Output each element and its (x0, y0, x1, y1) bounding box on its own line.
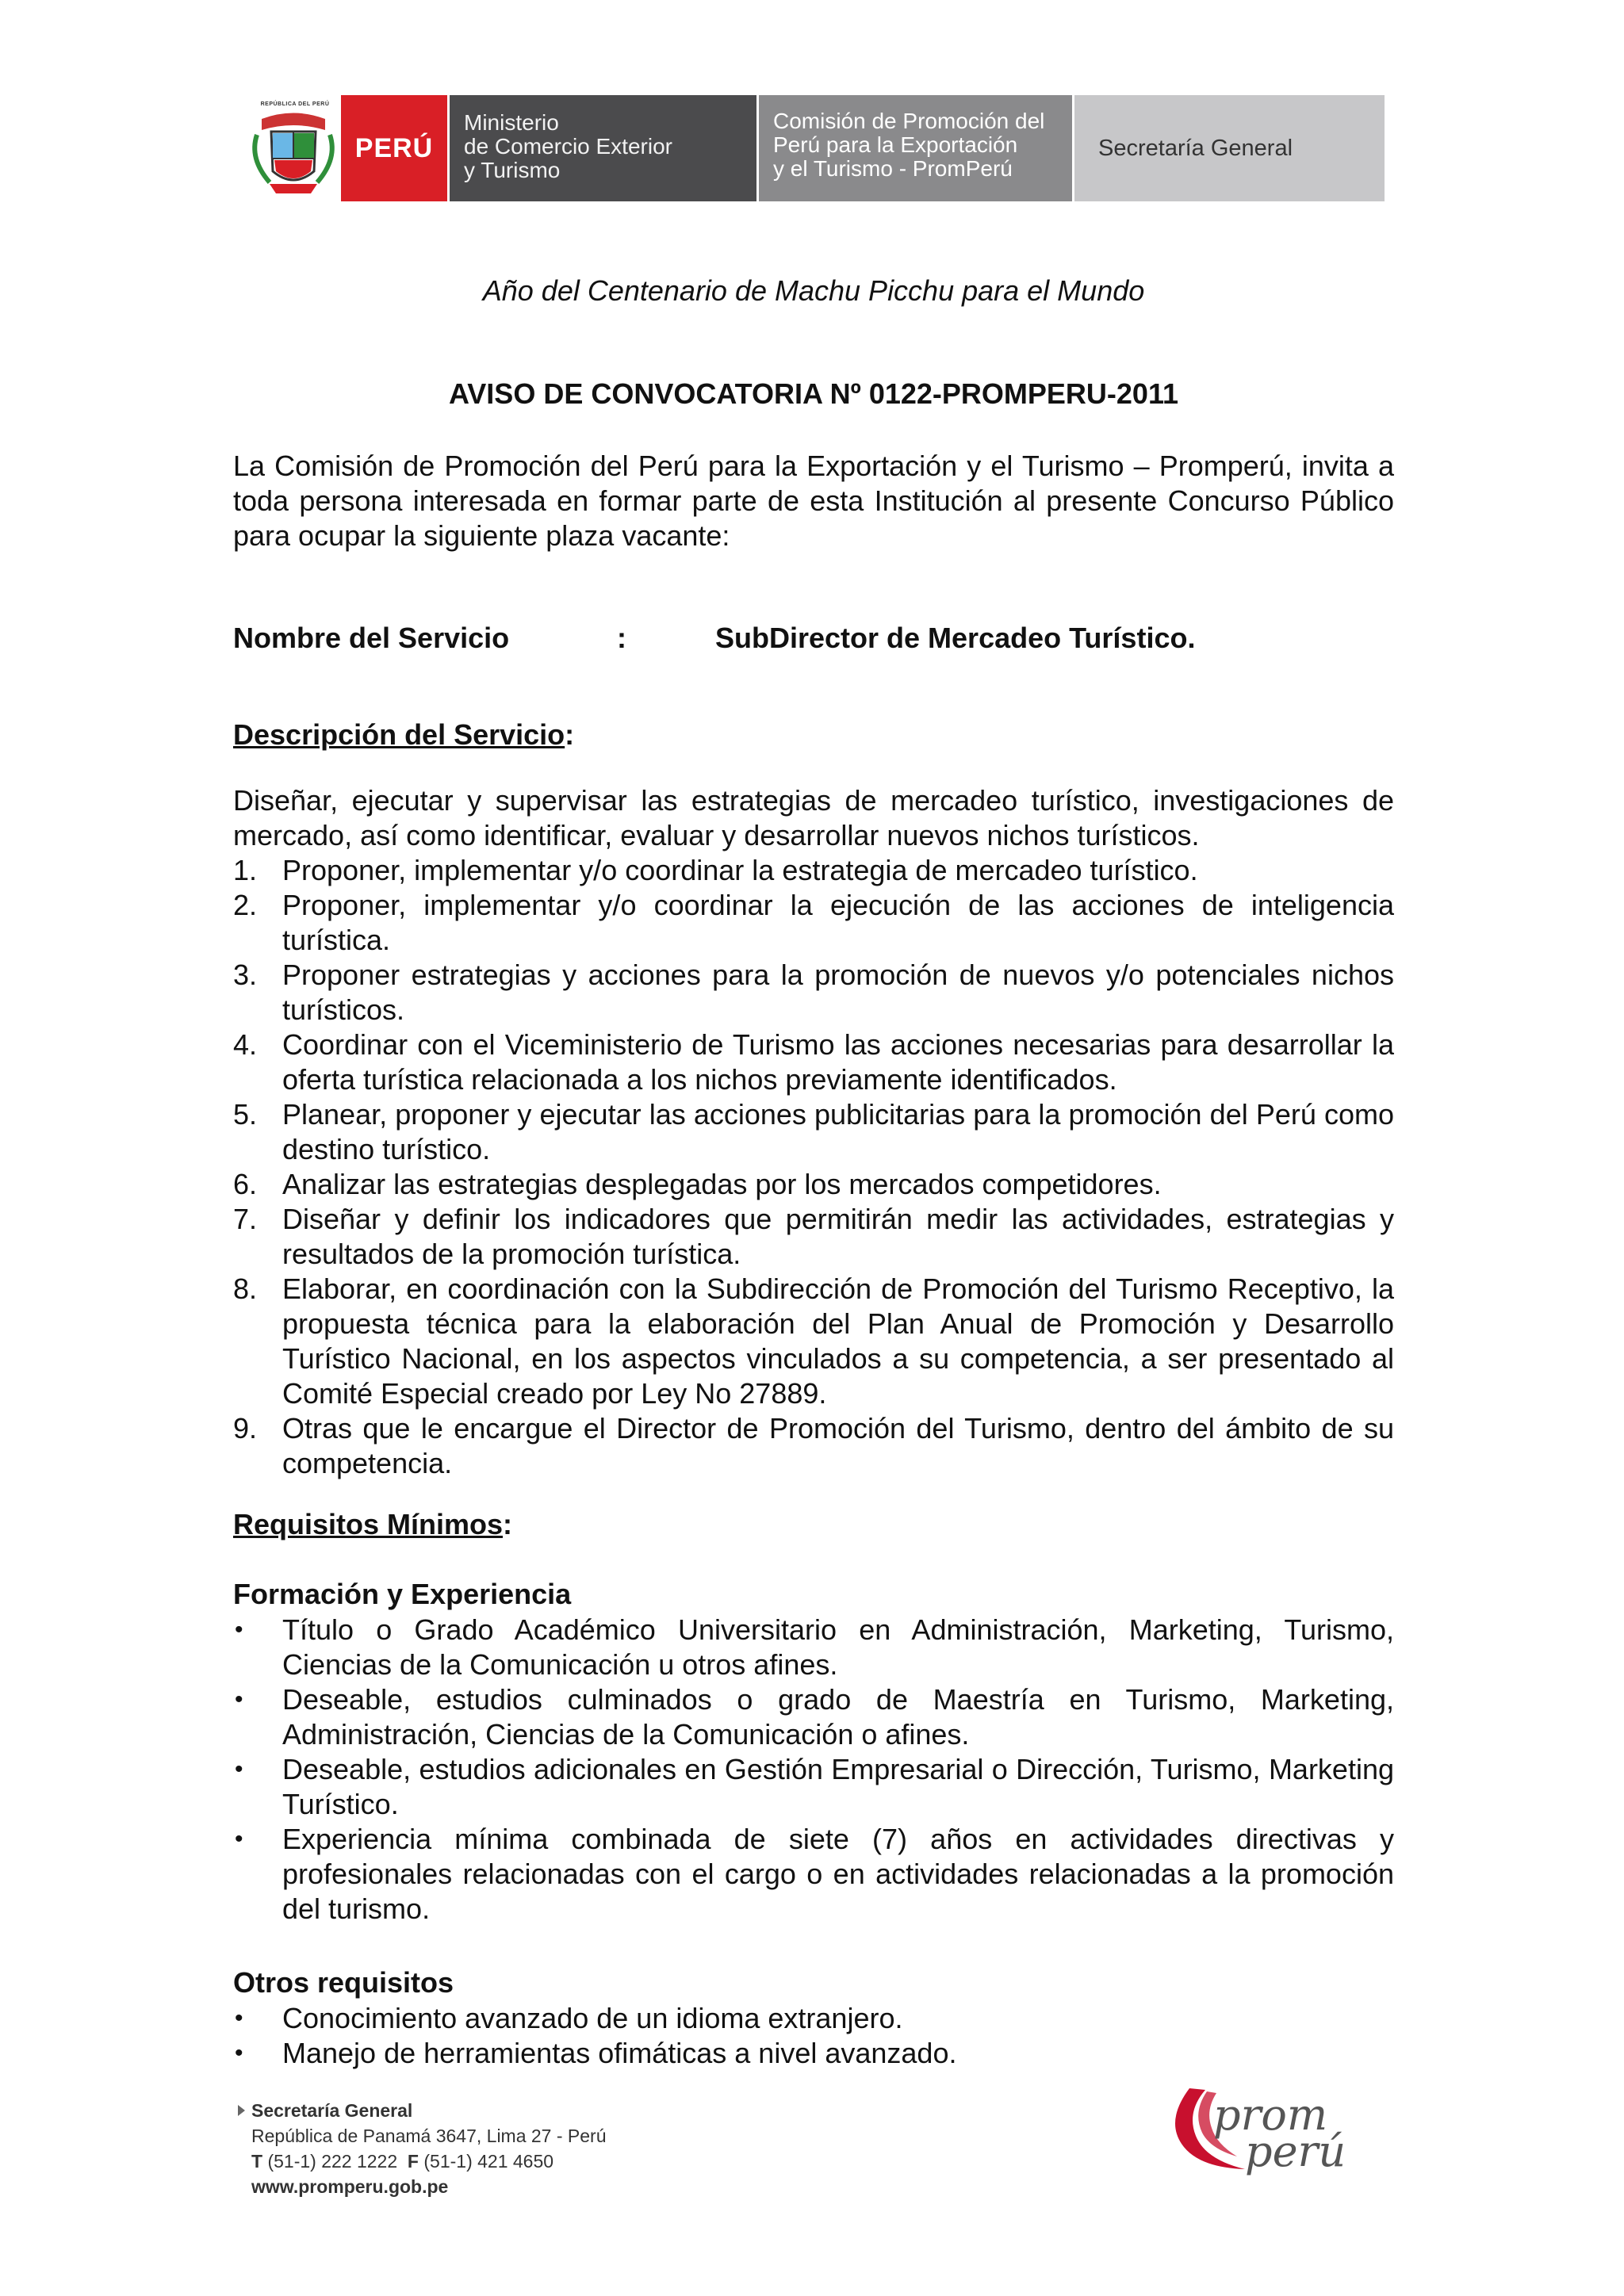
ministerio-label (447, 95, 756, 201)
crest-label: REPÚBLICA DEL PERÚ (260, 101, 330, 107)
logo-word-prom: prom (1213, 2090, 1328, 2140)
item-number: 9. (233, 1412, 258, 1445)
footer-website-link[interactable]: www.promperu.gob.pe (251, 2176, 449, 2197)
description-lead: Diseñar, ejecutar y supervisar las estrategias de mercadeo turístico, investigaciones de mercado, así como identificar, evaluar y desarrollar nuevos nichos turísticos. (233, 784, 1394, 851)
service-name-row (233, 622, 1195, 655)
list-item (233, 958, 1394, 1027)
list-item (233, 1272, 1394, 1411)
formacion-list (233, 1613, 1394, 1927)
heading-colon: : (565, 718, 575, 751)
header-banner (246, 95, 1385, 201)
service-colon: : (617, 622, 626, 654)
requirements-heading-text: Requisitos Mínimos (233, 1508, 504, 1540)
otros-heading: Otros requisitos (233, 1966, 454, 1999)
list-item (233, 1167, 1394, 1202)
footer-phones (238, 2149, 607, 2174)
comision-line: y el Turismo - PromPerú (773, 156, 1013, 181)
footer-secretaria (238, 2098, 607, 2123)
list-item (233, 1613, 1394, 1682)
fax-number: (51-1) 421 4650 (423, 2151, 554, 2172)
item-text: Planear, proponer y ejecutar las acciones publicitarias para la promoción del Perú como destino turístico. (282, 1098, 1394, 1165)
list-item (233, 853, 1394, 888)
logo-word-peru: perú (1245, 2126, 1346, 2176)
description-body (233, 783, 1394, 1481)
list-item (233, 1682, 1394, 1752)
item-text: Otras que le encargue el Director de Promoción del Turismo, dentro del ámbito de su competencia. (282, 1412, 1394, 1479)
item-text: Proponer, implementar y/o coordinar la estrategia de mercadeo turístico. (282, 854, 1198, 886)
item-number: 1. (233, 854, 258, 886)
item-text: Analizar las estrategias desplegadas por los mercados competidores. (282, 1168, 1162, 1200)
bullet-icon: • (235, 2005, 243, 2031)
peru-brand: PERÚ (341, 95, 447, 201)
list-item (233, 1411, 1394, 1481)
item-text: Elaborar, en coordinación con la Subdirección de Promoción del Turismo Receptivo, la propuesta técnica para la elaboración del Plan Anual de Promoción y Desarrollo Turístico Nacional, en los aspectos vinculados a su competencia, a ser presentado al Comité Especial creado por Ley No 27889. (282, 1272, 1394, 1410)
item-text: Conocimiento avanzado de un idioma extranjero. (282, 2002, 903, 2034)
phone-label: T (251, 2151, 263, 2172)
item-text: Título o Grado Académico Universitario en Administración, Marketing, Turismo, Ciencias de la Comunicación u otros afines. (282, 1613, 1394, 1681)
otros-list (233, 2001, 1394, 2071)
item-text: Diseñar y definir los indicadores que permitirán medir las actividades, estrategias y resultados de la promoción turística. (282, 1203, 1394, 1270)
bullet-icon: • (235, 2040, 243, 2066)
coat-of-arms-icon (246, 95, 341, 201)
item-number: 5. (233, 1098, 258, 1131)
item-number: 6. (233, 1168, 258, 1200)
description-heading (233, 718, 574, 752)
bullet-icon: • (235, 1826, 243, 1852)
footer-contact (238, 2098, 607, 2199)
formacion-heading: Formación y Experiencia (233, 1578, 572, 1610)
service-value: SubDirector de Mercadeo Turístico. (715, 622, 1196, 654)
list-item (233, 1097, 1394, 1167)
list-item (233, 1752, 1394, 1822)
item-text: Manejo de herramientas ofimáticas a nivel avanzado. (282, 2037, 957, 2069)
phone-number: (51-1) 222 1222 (267, 2151, 398, 2172)
duties-list (233, 853, 1394, 1481)
item-number: 7. (233, 1203, 258, 1235)
bullet-icon: • (235, 1617, 243, 1643)
bullet-icon: • (235, 1686, 243, 1712)
item-number: 4. (233, 1028, 258, 1061)
item-text: Proponer, implementar y/o coordinar la ejecución de las acciones de inteligencia turística. (282, 889, 1394, 956)
footer-sg-text: Secretaría General (251, 2100, 413, 2121)
comision-line: Comisión de Promoción del (773, 109, 1045, 133)
comision-label (756, 95, 1072, 201)
description-heading-text: Descripción del Servicio (233, 718, 565, 751)
item-number: 2. (233, 889, 258, 921)
item-text: Deseable, estudios adicionales en Gestión Empresarial o Dirección, Turismo, Marketing Turístico. (282, 1753, 1394, 1820)
fax-label: F (407, 2151, 419, 2172)
item-text: Coordinar con el Viceministerio de Turismo las acciones necesarias para desarrollar la oferta turística relacionada a los nichos previamente identificados. (282, 1028, 1394, 1096)
service-label: Nombre del Servicio (233, 622, 510, 654)
item-text: Experiencia mínima combinada de siete (7) años en actividades directivas y profesionales relacionadas con el cargo o en actividades relacionadas a la promoción del turismo. (282, 1823, 1394, 1925)
comision-line: Perú para la Exportación (773, 132, 1018, 157)
promperu-logo (1158, 2080, 1396, 2175)
list-item (233, 2036, 1394, 2071)
requirements-heading (233, 1508, 512, 1541)
list-item (233, 1202, 1394, 1272)
ministerio-line: de Comercio Exterior (464, 134, 672, 159)
item-number: 8. (233, 1272, 258, 1305)
bullet-icon: • (235, 1756, 243, 1782)
heading-colon: : (503, 1508, 513, 1540)
item-text: Proponer estrategias y acciones para la promoción de nuevos y/o potenciales nichos turísticos. (282, 959, 1394, 1026)
list-item (233, 1822, 1394, 1927)
item-text: Deseable, estudios culminados o grado de Maestría en Turismo, Marketing, Administración, Ciencias de la Comunicación o afines. (282, 1683, 1394, 1751)
item-number: 3. (233, 959, 258, 991)
footer-address: República de Panamá 3647, Lima 27 - Perú (251, 2126, 607, 2146)
list-item (233, 1027, 1394, 1097)
document-title: AVISO DE CONVOCATORIA Nº 0122-PROMPERU-2011 (448, 377, 1179, 410)
ministerio-line: Ministerio (464, 110, 559, 135)
list-item (233, 2001, 1394, 2036)
list-item (233, 888, 1394, 958)
year-motto: Año del Centenario de Machu Picchu para el Mundo (482, 274, 1145, 307)
secretaria-label: Secretaría General (1072, 95, 1385, 201)
ministerio-line: y Turismo (464, 158, 561, 182)
intro-paragraph: La Comisión de Promoción del Perú para la Exportación y el Turismo – Promperú, invita a toda persona interesada en formar parte de esta Institución al presente Concurso Público para ocupar la siguiente plaza vacante: (233, 450, 1394, 552)
triangle-right-icon (238, 2105, 245, 2116)
